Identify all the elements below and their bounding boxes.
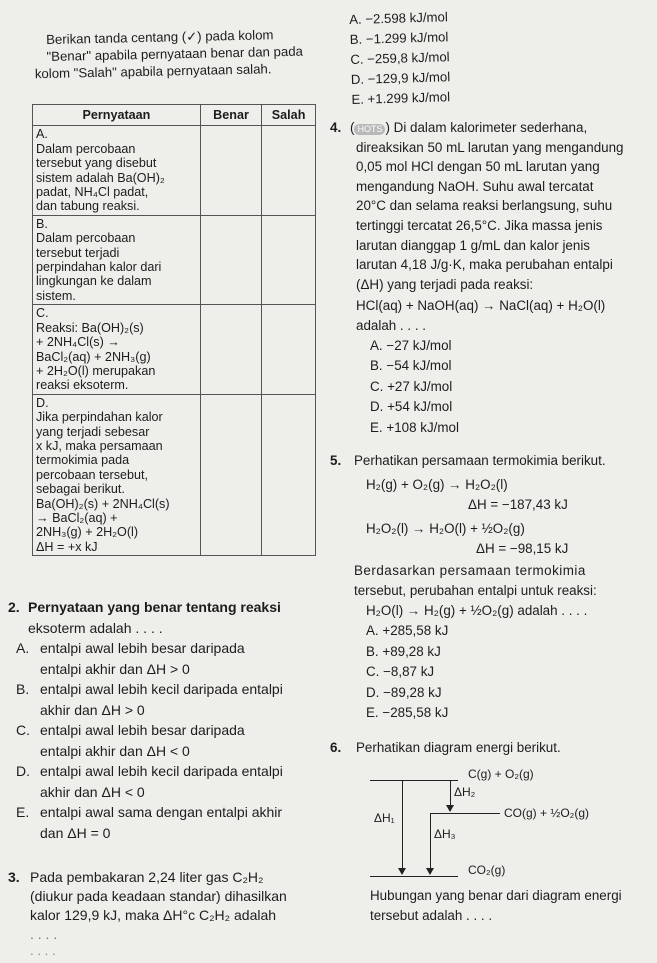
q1-option-b: B. −1.299 kJ/mol (349, 29, 449, 47)
energy-diagram (330, 760, 654, 880)
checkbox-benar-c[interactable] (200, 305, 261, 394)
q2-option-line (16, 720, 326, 741)
q2-option (16, 679, 326, 720)
question-5 (330, 451, 654, 724)
q2-option-line (16, 802, 326, 823)
label-dh3: ΔH₃ (434, 827, 456, 841)
q2-option-text: entalpi awal lebih kecil daripada entalpi (40, 763, 283, 779)
q2-stem-line: eksoterm adalah . . . . (28, 619, 163, 636)
q2-option-line: akhir dan ΔH < 0 (40, 783, 145, 800)
row-statement: Jika perpindahan kalor yang terjadi sebesar x kJ, maka persamaan termokimia pada percobaan tersebut, sebagai berikut. Ba(OH)₂(s) + 2NH₄Cl(s) → BaCl₂(aq) + 2NH₃(g) + 2H₂O(l) ΔH = +x kJ (36, 410, 170, 554)
q2-option-label: B. (16, 681, 30, 697)
checkbox-salah-d[interactable] (262, 394, 316, 555)
checkbox-salah-a[interactable] (262, 126, 316, 215)
q2-option-line: entalpi akhir dan ΔH < 0 (40, 742, 190, 759)
instruction-text (34, 26, 317, 83)
q4-option: B. −54 kJ/mol (370, 358, 452, 374)
q5-number: 5. (330, 453, 342, 468)
label-dh2: ΔH₂ (454, 785, 476, 799)
q2-option-label: A. (16, 640, 30, 656)
q6-question-line: tersebut adalah . . . . (370, 908, 493, 923)
q4-option: C. +27 kJ/mol (370, 378, 453, 394)
hots-badge: HOTS (354, 124, 385, 135)
q2-stem-line: Pernyataan yang benar tentang reaksi (28, 599, 281, 615)
q2-option-text: entalpi awal lebih besar daripada (40, 640, 245, 656)
q4-line: direaksikan 50 mL larutan yang mengandung (356, 139, 624, 155)
header-pernyataan: Pernyataan (33, 105, 201, 126)
q2-option-line (16, 761, 326, 782)
q5-dh1: ΔH = −187,43 kJ (468, 497, 568, 512)
footer-dots: . . . . (30, 943, 56, 958)
q6-question-line: Hubungan yang benar dari diagram energi (370, 888, 622, 903)
statement-table (32, 104, 316, 556)
q4-line: 0,05 mol HCl dengan 50 mL larutan yang (356, 159, 600, 175)
q2-option-label: C. (16, 722, 30, 738)
q2-option-text: entalpi awal lebih kecil daripada entalpi (40, 681, 283, 697)
q1-option-d: D. −129,9 kJ/mol (350, 69, 451, 87)
q4-line: ) Di dalam kalorimeter sederhana, (385, 120, 588, 135)
arrow-dh2 (450, 781, 451, 811)
q2-option-line: akhir dan ΔH > 0 (40, 701, 145, 718)
q4-line: 20°C dan selama reaksi berlangsung, suhu (356, 198, 613, 214)
instruction-line: "Benar" apabila pernyataan benar dan pada (46, 43, 304, 64)
label-dh1: ΔH₁ (374, 811, 395, 825)
question-6 (330, 740, 654, 756)
q3-line: Pada pembakaran 2,24 liter gas C₂H₂ (30, 869, 264, 885)
q5-ask: Berdasarkan persamaan termokimia (354, 563, 586, 578)
q3-number: 3. (8, 869, 20, 885)
checkbox-benar-d[interactable] (200, 394, 261, 555)
q3-line: (diukur pada keadaan standar) dihasilkan (30, 888, 287, 904)
q5-eq1: H₂(g) + O₂(g) → H₂O₂(l) (366, 477, 508, 492)
q5-ask: tersebut, perubahan entalpi untuk reaksi: (354, 583, 597, 598)
q4-line: mengandung NaOH. Suhu awal tercatat (356, 178, 594, 194)
q4-option: E. +108 kJ/mol (370, 419, 459, 435)
row-label: D. (36, 395, 49, 410)
q2-option (16, 720, 326, 761)
checkbox-salah-c[interactable] (262, 305, 316, 394)
table-row (33, 394, 316, 555)
q4-line: larutan 4,18 J/g·K, maka perubahan entalpi (356, 257, 613, 273)
instruction-line: Berikan tanda centang (✓) pada kolom (46, 27, 274, 47)
q2-option-line: entalpi akhir dan ΔH > 0 (40, 660, 190, 677)
row-statement: Dalam percobaan tersebut yang disebut sistem adalah Ba(OH)₂ padat, NH₄Cl padat, dan tabung reaksi. (36, 141, 165, 214)
checkbox-benar-b[interactable] (200, 215, 261, 304)
checkbox-salah-b[interactable] (262, 215, 316, 304)
question-3 (8, 868, 326, 944)
q5-option: A. +285,58 kJ (366, 623, 449, 638)
header-salah: Salah (262, 105, 316, 126)
level-top (370, 780, 458, 781)
arrow-dh1 (402, 781, 403, 874)
level-mid (430, 813, 500, 814)
q2-option (16, 761, 326, 802)
q2-option-line (16, 679, 326, 700)
q2-option-line: dan ΔH = 0 (40, 824, 111, 841)
row-label: C. (36, 306, 49, 321)
q5-ask-eq: H₂O(l) → H₂(g) + ½O₂(g) adalah . . . . (366, 603, 588, 618)
row-label: B. (36, 216, 48, 231)
row-label: A. (36, 127, 48, 142)
q4-line: (ΔH) yang terjadi pada reaksi: (356, 276, 534, 292)
table-row (33, 305, 316, 394)
table-row (33, 215, 316, 304)
q4-line: larutan dianggap 1 g/mL dan kalor jenis (356, 237, 590, 253)
q5-option: B. +89,28 kJ (366, 643, 441, 659)
q5-eq2: H₂O₂(l) → H₂O(l) + ½O₂(g) (366, 521, 525, 536)
q3-line: kalor 129,9 kJ, maka ΔH°c C₂H₂ adalah (30, 907, 277, 923)
q2-number: 2. (8, 599, 20, 615)
row-statement: Dalam percobaan tersebut terjadi perpindahan kalor dari lingkungan ke dalam sistem. (36, 231, 162, 303)
question-4: 4. ( HOTS ) Di dalam kalorimeter sederhana, direaksikan 50 mL larutan yang mengandung 0,05 mol HCl dengan 50 mL larutan yang mengandung NaOH. Suhu awal tercatat 20°C dan selama reaksi berlangsung, suhu tertinggi tercatat 26,5°C. Jika massa jenis larutan dianggap 1 g/mL dan kalor jenis larutan 4,18 J/g·K, maka perubahan entalpi (ΔH) yang terjadi pada reaksi: HCl(aq) + NaOH(aq) → NaCl(aq) + H₂O(l) adalah . . . . A. −27 kJ/mol B. −54 kJ/mol C. +27 kJ/mol D. +54 kJ/mol E. +108 kJ/mol (330, 118, 654, 438)
q5-option: E. −285,58 kJ (366, 705, 449, 720)
q6-stem: Perhatikan diagram energi berikut. (356, 740, 561, 755)
label-mid: CO(g) + ½O₂(g) (504, 806, 590, 820)
row-statement: Reaksi: Ba(OH)₂(s) + 2NH₄Cl(s) → BaCl₂(aq) + 2NH₃(g) + 2H₂O(l) merupakan reaksi eksoterm. (36, 320, 156, 393)
q4-option: A. −27 kJ/mol (370, 337, 452, 353)
checkbox-benar-a[interactable] (200, 126, 261, 215)
q2-option-label: E. (16, 804, 30, 820)
q6-question (370, 886, 622, 926)
q4-tail: adalah . . . . (356, 317, 426, 333)
q4-equation: HCl(aq) + NaOH(aq) → NaCl(aq) + H₂O(l) (356, 298, 606, 314)
arrow-dh3 (430, 814, 431, 874)
label-bottom: CO₂(g) (468, 863, 506, 877)
q2-option-label: D. (16, 763, 30, 779)
q2-option-text: entalpi awal lebih besar daripada (40, 722, 245, 738)
level-bottom (370, 876, 458, 877)
q1-option-a: A. −2.598 kJ/mol (349, 9, 448, 27)
q5-dh2: ΔH = −98,15 kJ (476, 541, 569, 556)
instruction-line: kolom "Salah" apabila pernyataan salah. (34, 61, 272, 82)
header-benar: Benar (200, 105, 261, 126)
q1-option-e: E. +1.299 kJ/mol (351, 89, 451, 107)
q4-number: 4. (330, 120, 342, 135)
q2-option-line (16, 638, 326, 659)
q2-option (16, 638, 326, 679)
q5-option: D. −89,28 kJ (366, 684, 442, 700)
q2-option-text: entalpi awal sama dengan entalpi akhir (40, 804, 283, 820)
q3-line: . . . . (30, 926, 58, 942)
q5-stem: Perhatikan persamaan termokimia berikut. (354, 453, 606, 468)
q2-option (16, 802, 326, 843)
q4-option: D. +54 kJ/mol (370, 399, 453, 415)
q6-number: 6. (330, 740, 342, 755)
q1-option-c: C. −259,8 kJ/mol (350, 49, 450, 67)
q1-options (349, 9, 451, 112)
label-top: C(g) + O₂(g) (468, 767, 534, 781)
q5-option: C. −8,87 kJ (366, 664, 435, 679)
table-row (33, 126, 316, 215)
q4-line: tertinggi tercatat 26,5°C. Jika massa jenis (356, 217, 603, 233)
question-2 (8, 597, 326, 843)
